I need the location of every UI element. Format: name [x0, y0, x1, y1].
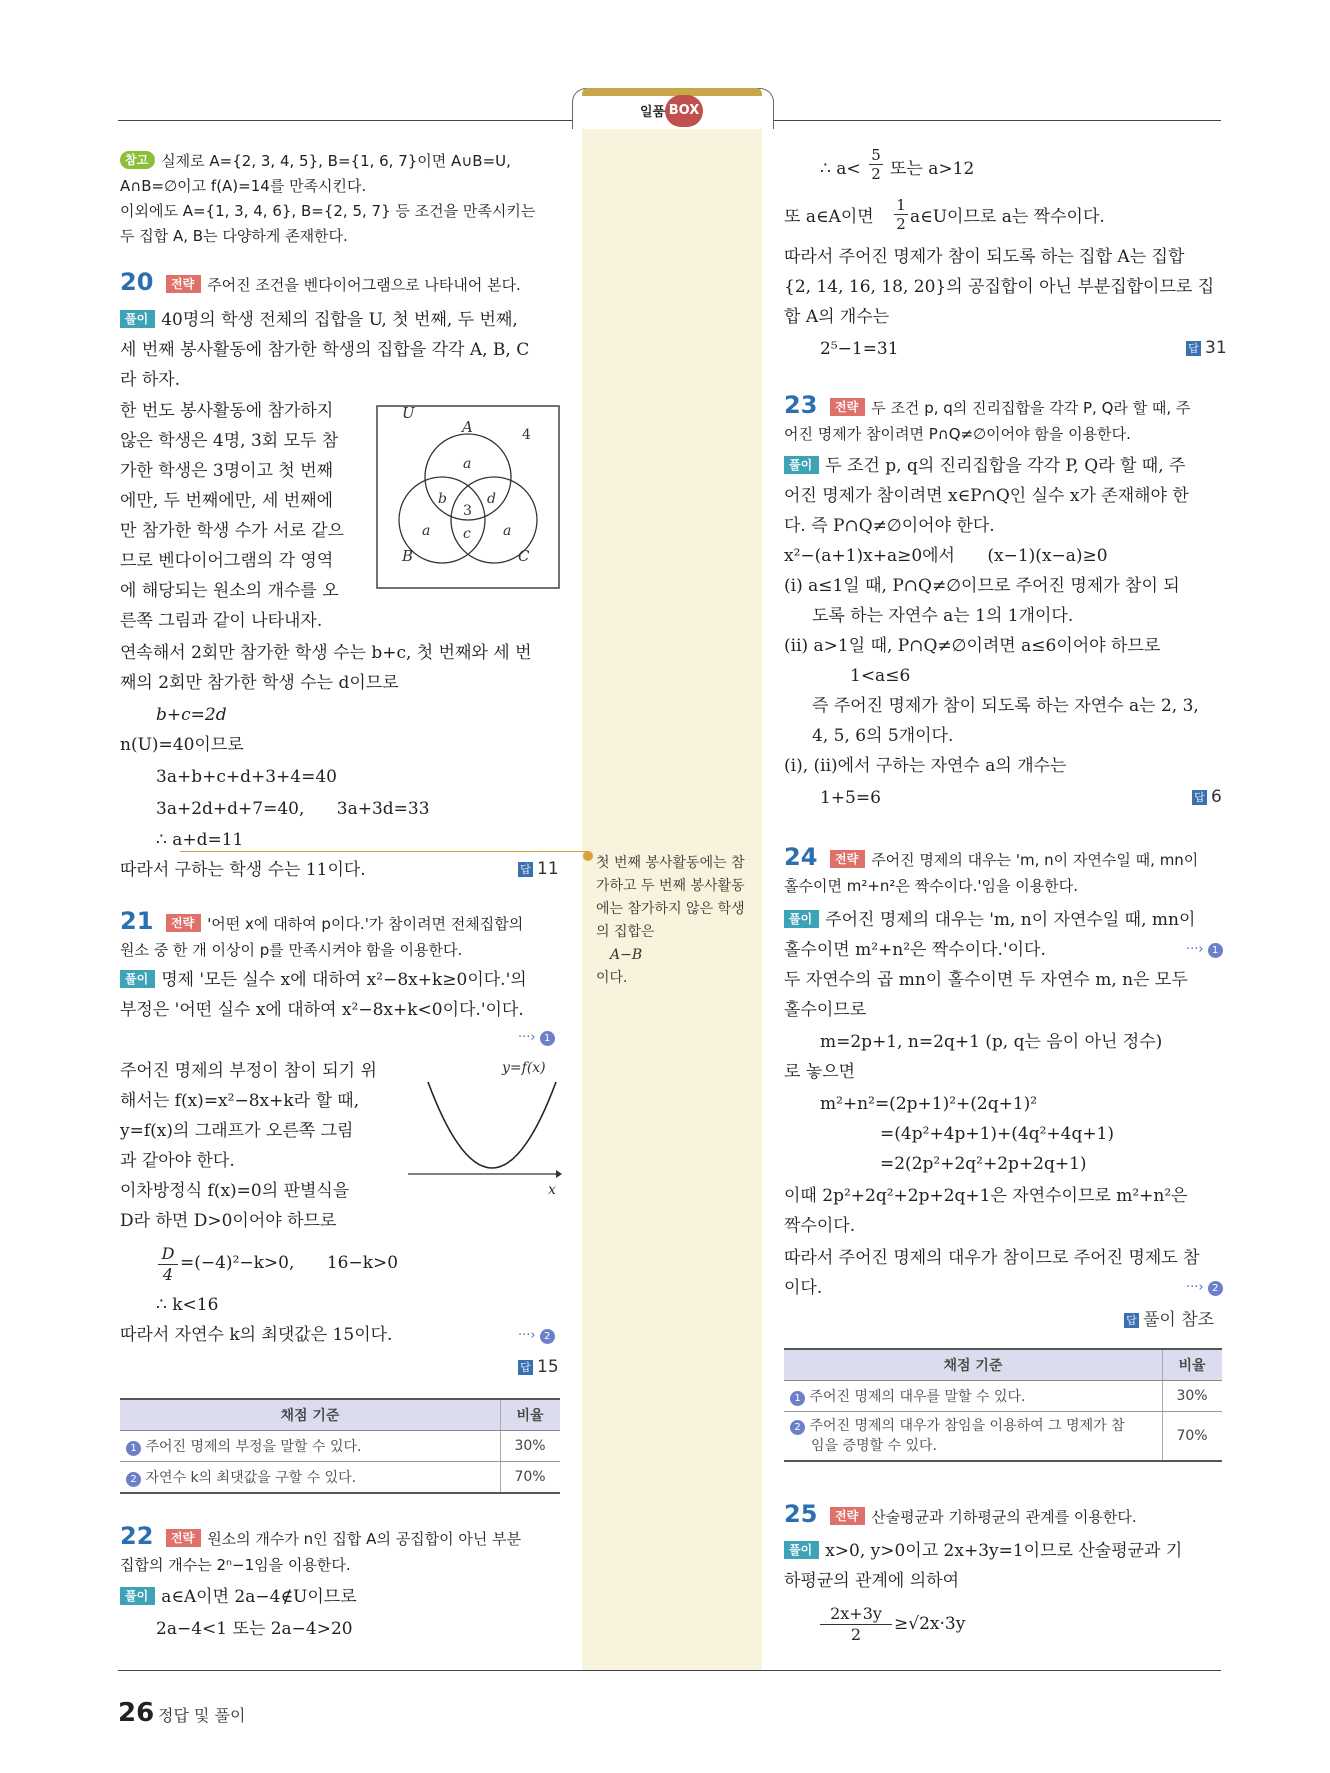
equation: m²+n²=(2p+1)²+(2q+1)² — [820, 1094, 1038, 1114]
solution-line: 합 A의 개수는 — [784, 307, 890, 327]
solution-line: 부정은 '어떤 실수 x에 대하여 x²−8x+k<0이다.'이다. — [120, 1000, 524, 1020]
equation: ≥√2x·3y — [894, 1614, 966, 1634]
solution-line: 않은 학생은 4명, 3회 모두 참 — [120, 431, 339, 451]
solution-line: 따라서 주어진 명제가 참이 되도록 하는 집합 A는 집합 — [784, 247, 1185, 267]
strategy-tag: 전략 — [166, 1529, 201, 1547]
strategy-line: 전략 원소의 개수가 n인 집합 A의 공집합이 아닌 부분 — [166, 1526, 521, 1552]
solution-line: 도록 하는 자연수 a는 1의 1개이다. — [812, 606, 1074, 626]
problem-number: 20 — [120, 268, 154, 296]
solution-line: 홀수이므로 — [784, 1000, 867, 1020]
strategy-line: 전략 '어떤 x에 대하여 p이다.'가 참이려면 전체집합의 — [166, 911, 523, 937]
solution-line: 풀이 a∈A이면 2a−4∉U이므로 — [120, 1584, 357, 1610]
problem-number: 25 — [784, 1500, 818, 1528]
table-header: 채점 기준 — [784, 1349, 1163, 1381]
fraction: 2x+3y 2 — [820, 1604, 892, 1645]
solution-line: 풀이 명제 '모든 실수 x에 대하여 x²−8x+k≥0이다.'의 — [120, 967, 527, 993]
solution-line: 한 번도 봉사활동에 참가하지 — [120, 401, 334, 421]
solution-line: 만 참가한 학생 수가 서로 같으 — [120, 521, 345, 541]
equation: 3a+b+c+d+3+4=40 — [156, 767, 337, 787]
note-line: 이외에도 A={1, 3, 4, 6}, B={2, 5, 7} 등 조건을 만족시키는 — [120, 202, 536, 220]
table-row: 2 주어진 명제의 대우가 참임을 이용하여 그 명제가 참 임을 증명할 수 있다. 70% — [784, 1412, 1222, 1462]
solution-line: D라 하면 D>0이어야 하므로 — [120, 1211, 337, 1231]
table-header: 비율 — [501, 1399, 561, 1431]
solution-line: 연속해서 2회만 참가한 학생 수는 b+c, 첫 번째와 세 번 — [120, 643, 532, 663]
region-c: c — [463, 526, 471, 542]
equation: 1<a≤6 — [850, 666, 911, 686]
answer-icon: 답 — [1124, 1313, 1139, 1328]
solution-line: 세 번째 봉사활동에 참가한 학생의 집합을 각각 A, B, C — [120, 340, 530, 360]
solution-tag: 풀이 — [120, 970, 155, 988]
grading-table — [120, 1398, 560, 1494]
equation: 2⁵−1=31 — [820, 339, 899, 359]
strategy-line: 전략 주어진 조건을 벤다이어그램으로 나타내어 본다. — [166, 272, 521, 298]
solution-line: 에만, 두 번째에만, 세 번째에 — [120, 491, 334, 511]
strategy-line: 어진 명제가 참이려면 P∩Q≠∅이어야 함을 이용한다. — [784, 425, 1131, 443]
solution-line: 또 a∈A이면 — [784, 207, 874, 227]
box-label: 일품 — [640, 105, 666, 120]
parabola-graph — [406, 1058, 562, 1208]
table-row: 2 자연수 k의 최댓값을 구할 수 있다. 70% — [120, 1462, 560, 1494]
solution-line: 짝수이다. — [784, 1216, 856, 1236]
strategy-tag: 전략 — [830, 1507, 865, 1525]
label-U: U — [402, 405, 415, 422]
solution-line: 풀이 x>0, y>0이고 2x+3y=1이므로 산술평균과 기 — [784, 1538, 1182, 1564]
solution-line: 따라서 구하는 학생 수는 11이다. — [120, 860, 366, 880]
region-b: b — [438, 491, 447, 507]
solution-line: 풀이 주어진 명제의 대우는 'm, n이 자연수일 때, mn이 — [784, 907, 1195, 933]
equation: 1+5=6 — [820, 788, 881, 808]
solution-line: 째의 2회만 참가한 학생 수는 d이므로 — [120, 673, 399, 693]
problem-number: 23 — [784, 391, 818, 419]
solution-line: 에 해당되는 원소의 개수를 오 — [120, 581, 339, 601]
solution-line: 다. 즉 P∩Q≠∅이어야 한다. — [784, 516, 995, 536]
table-header: 비율 — [1163, 1349, 1223, 1381]
strategy-tag: 전략 — [166, 914, 201, 932]
step-mark: ···› 2 — [518, 1328, 555, 1344]
equation: ∴ a+d=11 — [156, 830, 244, 850]
solution-tag: 풀이 — [120, 1587, 155, 1605]
answer-icon: 답 — [518, 1360, 533, 1375]
solution-line: 어진 명제가 참이려면 x∈P∩Q인 실수 x가 존재해야 한 — [784, 486, 1189, 506]
solution-line: 이다. — [784, 1278, 823, 1298]
solution-line: 따라서 주어진 명제의 대우가 참이므로 주어진 명제도 참 — [784, 1248, 1200, 1268]
top-rule-right — [771, 120, 1221, 121]
answer: 답 15 — [518, 1357, 559, 1377]
strategy-tag: 전략 — [830, 850, 865, 868]
solution-line: 두 자연수의 곱 mn이 홀수이면 두 자연수 m, n은 모두 — [784, 970, 1188, 990]
fraction: D 4 — [158, 1244, 178, 1285]
answer: 답 11 — [518, 859, 559, 879]
region-center: 3 — [463, 503, 472, 519]
strategy-line: 집합의 개수는 2ⁿ−1임을 이용한다. — [120, 1556, 351, 1574]
equation: =(4p²+4p+1)+(4q²+4q+1) — [880, 1124, 1115, 1144]
grading-table — [784, 1348, 1222, 1462]
strategy-line: 전략 두 조건 p, q의 진리집합을 각각 P, Q라 할 때, 주 — [830, 395, 1190, 421]
table-header: 채점 기준 — [120, 1399, 501, 1431]
note-bullet — [583, 851, 593, 861]
table-row: 1 주어진 명제의 부정을 말할 수 있다. 30% — [120, 1431, 560, 1462]
box-badge: BOX — [665, 95, 703, 127]
solution-line: 과 같아야 한다. — [120, 1151, 235, 1171]
problem-number: 22 — [120, 1522, 154, 1550]
strategy-tag: 전략 — [166, 275, 201, 293]
answer: 답 풀이 참조 — [1124, 1305, 1214, 1330]
solution-line: {2, 14, 16, 18, 20}의 공집합이 아닌 부분집합이므로 집 — [784, 277, 1215, 297]
solution-line: 이차방정식 f(x)=0의 판별식을 — [120, 1181, 350, 1201]
outside-count: 4 — [522, 427, 531, 443]
footer-title: 정답 및 풀이 — [158, 1706, 246, 1725]
note-tag: 참고 — [120, 151, 155, 169]
graph-label: y=f(x) — [502, 1060, 546, 1076]
solution-line: 4, 5, 6의 5개이다. — [812, 726, 954, 746]
equation: 또는 a>12 — [890, 159, 975, 179]
region-a-right: a — [503, 523, 512, 539]
solution-line: y=f(x)의 그래프가 오른쪽 그림 — [120, 1121, 354, 1141]
equation: 2a−4<1 또는 2a−4>20 — [156, 1619, 353, 1639]
equation: ∴ a< — [820, 159, 861, 179]
strategy-line: 원소 중 한 개 이상이 p를 만족시켜야 함을 이용한다. — [120, 941, 463, 959]
fraction: 5 2 — [869, 146, 883, 183]
page-number: 26 — [118, 1698, 155, 1728]
equation: b+c=2d — [156, 705, 227, 725]
region-d: d — [487, 491, 496, 507]
solution-line: 른쪽 그림과 같이 나타내자. — [120, 611, 323, 631]
solution-line: n(U)=40이므로 — [120, 735, 244, 755]
table-row: 1 주어진 명제의 대우를 말할 수 있다. 30% — [784, 1381, 1222, 1412]
solution-line: (i) a≤1일 때, P∩Q≠∅이므로 주어진 명제가 참이 되 — [784, 576, 1180, 596]
solution-line: 따라서 자연수 k의 최댓값은 15이다. — [120, 1325, 393, 1345]
fraction: 1 2 — [894, 196, 908, 233]
solution-line: 로 놓으면 — [784, 1062, 856, 1082]
solution-line: 즉 주어진 명제가 참이 되도록 하는 자연수 a는 2, 3, — [812, 696, 1199, 716]
solution-line: x²−(a+1)x+a≥0에서 (x−1)(x−a)≥0 — [784, 546, 1108, 566]
note-leader — [180, 851, 588, 852]
equation: =2(2p²+2q²+2p+2q+1) — [880, 1154, 1087, 1174]
solution-tag: 풀이 — [784, 910, 819, 928]
region-a-top: a — [463, 456, 472, 472]
solution-line: (i), (ii)에서 구하는 자연수 a의 개수는 — [784, 756, 1067, 776]
answer: 답 6 — [1192, 787, 1222, 807]
label-C: C — [518, 547, 530, 565]
strategy-line: 전략 산술평균과 기하평균의 관계를 이용한다. — [830, 1504, 1137, 1530]
equation: 3a+2d+d+7=40, 3a+3d=33 — [156, 799, 430, 819]
answer: 답 31 — [1186, 338, 1227, 358]
answer-icon: 답 — [1186, 341, 1201, 356]
solution-tag: 풀이 — [784, 456, 819, 474]
solution-line: 해서는 f(x)=x²−8x+k라 할 때, — [120, 1091, 360, 1111]
problem-number: 24 — [784, 843, 818, 871]
solution-line: 라 하자. — [120, 370, 181, 390]
note-line: 두 집합 A, B는 다양하게 존재한다. — [120, 227, 348, 245]
equation: =(−4)²−k>0, 16−k>0 — [180, 1253, 399, 1273]
equation: ∴ k<16 — [156, 1295, 219, 1315]
solution-line: 이때 2p²+2q²+2p+2q+1은 자연수이므로 m²+n²은 — [784, 1186, 1188, 1206]
solution-line: (ii) a>1일 때, P∩Q≠∅이려면 a≤6이어야 하므로 — [784, 636, 1161, 656]
venn-diagram — [376, 405, 560, 589]
solution-line: a∈U이므로 a는 짝수이다. — [910, 207, 1105, 227]
solution-line: 홀수이면 m²+n²은 짝수이다.'이다. — [784, 940, 1046, 960]
note-line: 참고 실제로 A={2, 3, 4, 5}, B={1, 6, 7}이면 A∪B=U, — [120, 148, 511, 174]
solution-line: 가한 학생은 3명이고 첫 번째 — [120, 461, 334, 481]
note-line: A∩B=∅이고 f(A)=14를 만족시킨다. — [120, 177, 367, 195]
solution-line: 풀이 40명의 학생 전체의 집합을 U, 첫 번째, 두 번째, — [120, 307, 518, 333]
side-note: 첫 번째 봉사활동에는 참 가하고 두 번째 봉사활동 에는 참가하지 않은 학생 의 집합은 A−B 이다. — [596, 855, 745, 986]
solution-line: 주어진 명제의 부정이 참이 되기 위 — [120, 1061, 377, 1081]
solution-line: 므로 벤다이어그램의 각 영역 — [120, 551, 334, 571]
region-a-left: a — [422, 523, 431, 539]
problem-number: 21 — [120, 907, 154, 935]
header-tab-strip — [582, 88, 762, 96]
solution-tag: 풀이 — [784, 1541, 819, 1559]
strategy-line: 홀수이면 m²+n²은 짝수이다.'임을 이용한다. — [784, 877, 1079, 895]
strategy-line: 전략 주어진 명제의 대우는 'm, n이 자연수일 때, mn이 — [830, 847, 1198, 873]
solution-line: 풀이 두 조건 p, q의 진리집합을 각각 P, Q라 할 때, 주 — [784, 453, 1185, 479]
label-A: A — [462, 418, 473, 436]
step-mark: ···› 1 — [518, 1030, 555, 1046]
answer-icon: 답 — [1192, 790, 1207, 805]
answer-icon: 답 — [518, 862, 533, 877]
label-B: B — [402, 547, 414, 565]
solution-line: 하평균의 관계에 의하여 — [784, 1571, 960, 1591]
step-mark: ···› 1 — [1186, 942, 1223, 958]
bottom-rule — [118, 1670, 1221, 1671]
strategy-tag: 전략 — [830, 398, 865, 416]
solution-tag: 풀이 — [120, 310, 155, 328]
top-rule-left — [118, 120, 573, 121]
step-mark: ···› 2 — [1186, 1280, 1223, 1296]
equation: m=2p+1, n=2q+1 (p, q는 음이 아닌 정수) — [820, 1032, 1163, 1052]
axis-x-label: x — [548, 1182, 556, 1198]
